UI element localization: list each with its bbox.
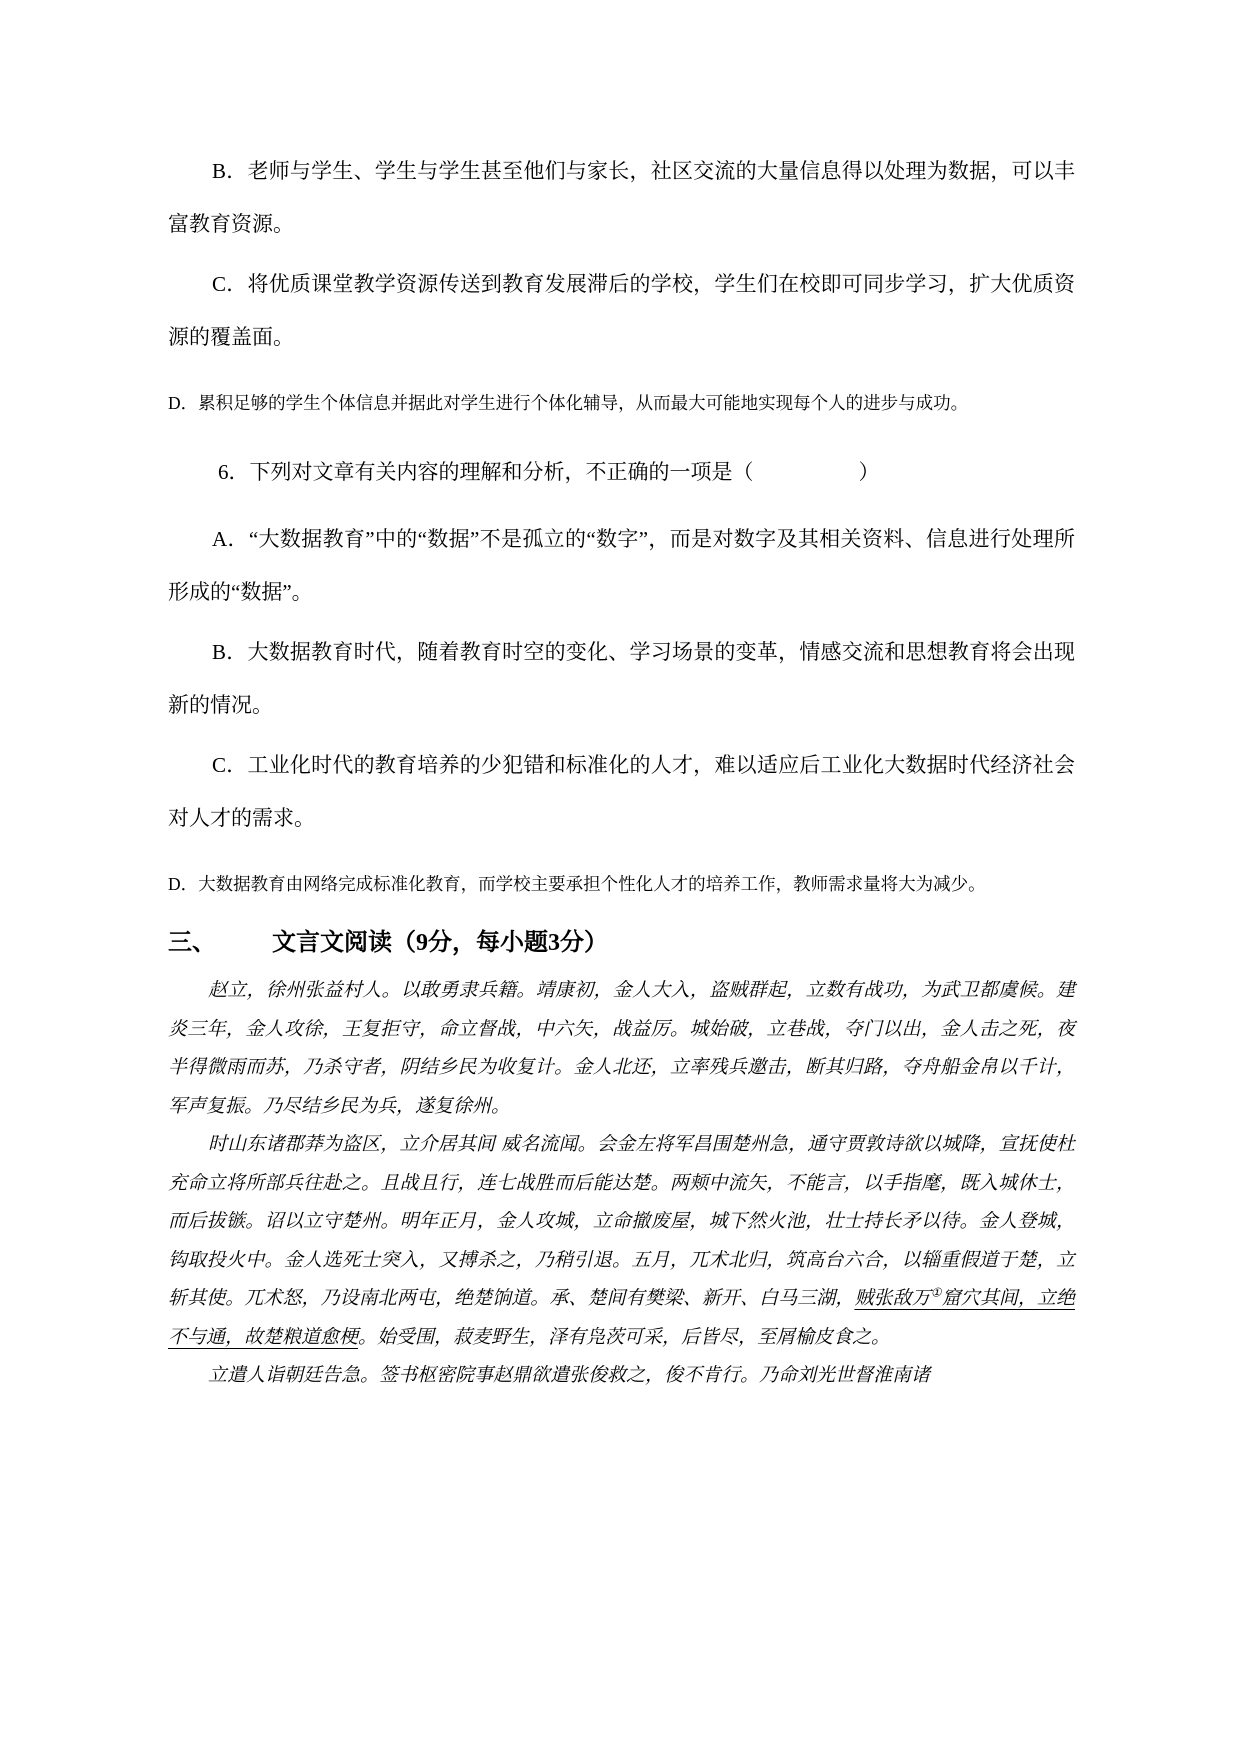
- underline-text-2: 窟穴其间，立绝不与通，故楚粮道愈梗: [168, 1287, 1075, 1348]
- option-5b: B．老师与学生、学生与学生甚至他们与家长，社区交流的大量信息得以处理为数据，可以丰富教育资源。: [168, 159, 1075, 236]
- option-5c: C．将优质课堂教学资源传送到教育发展滞后的学校，学生们在校即可同步学习，扩大优质资源的覆盖面。: [168, 272, 1075, 349]
- option-5d: D．累积足够的学生个体信息并据此对学生进行个体化辅导，从而最大可能地实现每个人的进步与成功。: [168, 393, 969, 413]
- option-6c: C．工业化时代的教育培养的少犯错和标准化的人才，难以适应后工业化大数据时代经济社会对人才的需求。: [168, 753, 1075, 830]
- underline-text-1: 贼张敌万: [854, 1287, 931, 1309]
- classical-paragraph-1: 赵立，徐州张益村人。以敢勇隶兵籍。靖康初，金人大入，盗贼群起，立数有战功，为武卫都虞候。建炎三年，金人攻徐，王复拒守，命立督战，中六矢，战益厉。城始破，立巷战，夺门以出，金人击之死，夜半得微雨而苏，乃杀守者，阴结乡民为收复计。金人北还，立率残兵邀击，断其归路，夺舟船金帛以千计，军声复振。乃尽结乡民为兵，遂复徐州。: [168, 979, 1075, 1117]
- section-title: 文言文阅读（9分，每小题3分）: [272, 930, 608, 956]
- section-heading: [168, 923, 1075, 963]
- option-6b: B．大数据教育时代，随着教育时空的变化、学习场景的变革，情感交流和思想教育将会出现新的情况。: [168, 640, 1075, 717]
- section-number: 三、: [168, 930, 216, 956]
- footnote-marker-1: ①: [930, 1285, 942, 1300]
- question-6-stem: 6．下列对文章有关内容的理解和分析，不正确的一项是（ ）: [218, 460, 880, 484]
- option-6a: A．“大数据教育”中的“数据”不是孤立的“数字”，而是对数字及其相关资料、信息进行处理所形成的“数据”。: [168, 527, 1075, 604]
- classical-paragraph-2: [168, 1125, 1075, 1356]
- classical-paragraph-3: 立遣人诣朝廷告急。签书枢密院事赵鼎欲遣张俊救之，俊不肯行。乃命刘光世督淮南诸: [208, 1364, 931, 1386]
- para2-text-after: 。始受围，菽麦野生，泽有凫茨可采，后皆尽，至屑榆皮食之。: [358, 1325, 891, 1348]
- para2-text-before: 时山东诸郡莽为盗区，立介居其间 威名流闻。会金左将军昌围楚州急，通守贾敦诗欲以城降，宣抚使杜充命立将所部兵往赴之。且战且行，连七战胜而后能达楚。两颊中流矢，不能言，以手指麾，既入城休士，而后拔镞。诏以立守楚州。明年正月，金人攻城，立命撤废屋，城下然火池，壮士持长矛以待。金人登城，钩取投火中。金人选死士突入，又搏杀之，乃稍引退。五月，兀术北归，筑高台六合，以辎重假道于楚，立斩其使。兀术怒，乃设南北两屯，绝楚饷道。承、楚间有樊梁、新开、白马三湖，: [168, 1133, 1075, 1309]
- option-6d: D．大数据教育由网络完成标准化教育，而学校主要承担个性化人才的培养工作，教师需求量将大为减少。: [168, 874, 986, 894]
